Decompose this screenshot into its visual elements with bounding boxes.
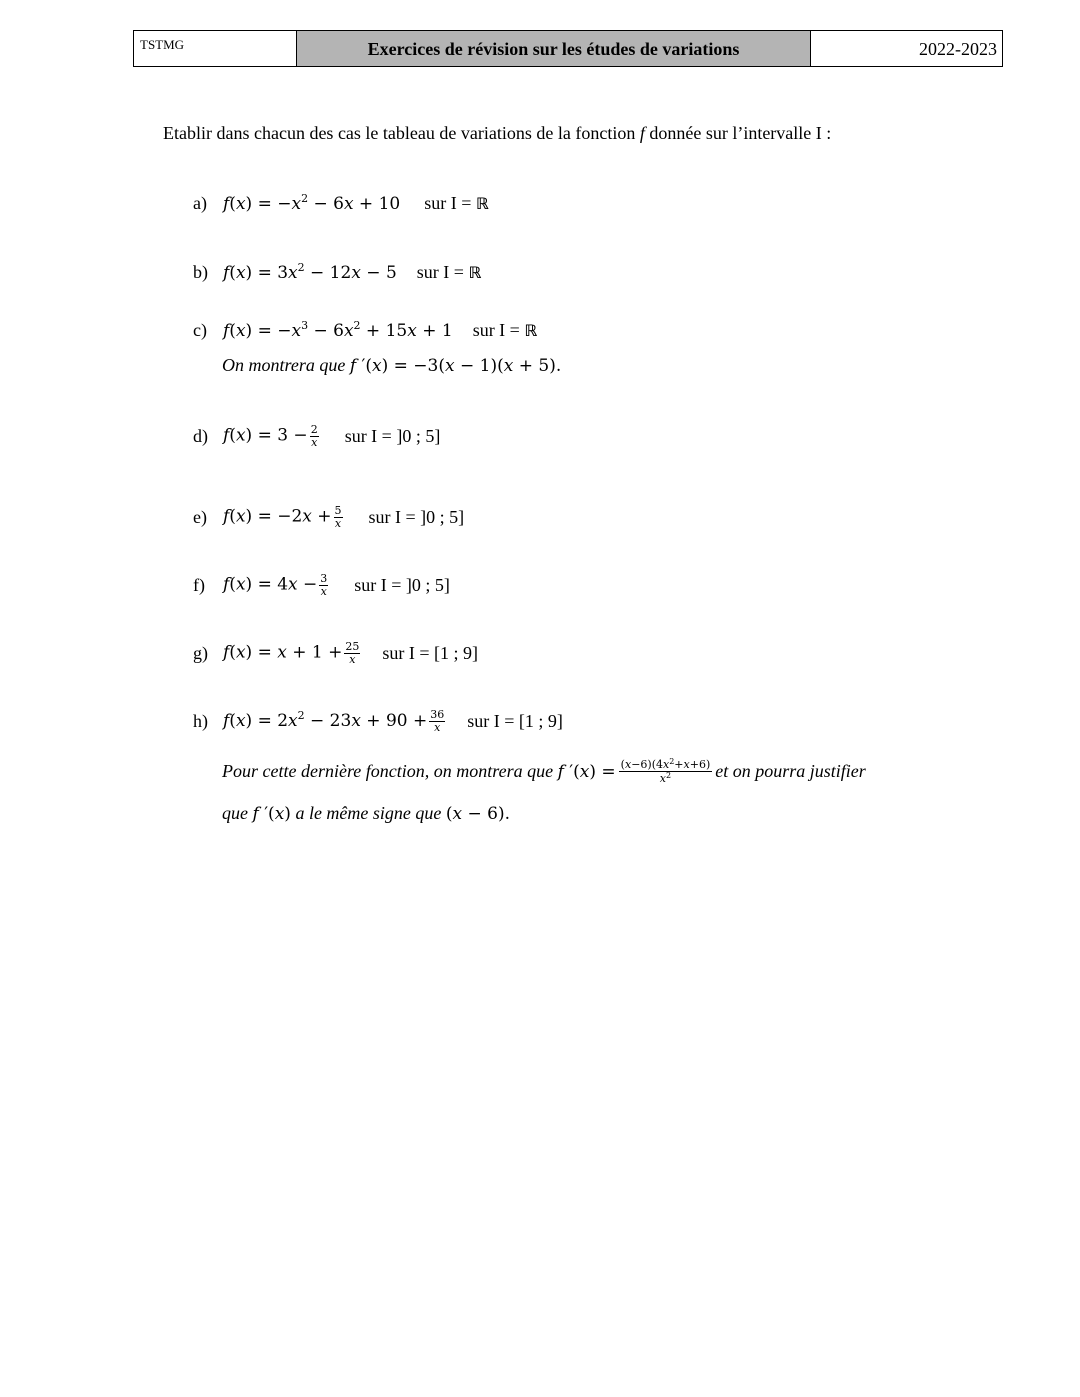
- exercise-interval: sur I = ℝ: [424, 192, 489, 213]
- exercise-interval: sur I = ℝ: [416, 261, 482, 282]
- exercise-label: f): [193, 574, 205, 595]
- exercise-label: a): [193, 192, 207, 213]
- exercise-label: g): [193, 642, 208, 663]
- exercise-d: [193, 424, 440, 448]
- document-title: Exercices de révision sur les études de variations: [297, 31, 811, 66]
- exercise-interval: sur I = ]0 ; 5]: [354, 574, 450, 595]
- page-header: [133, 30, 1003, 67]
- exercise-expression: f(x) = 3 − $\frac{2}{x}$: [223, 423, 318, 449]
- exercise-label: d): [193, 425, 208, 446]
- exercise-a: [193, 192, 489, 214]
- exercise-interval: sur I = [1 ; 9]: [382, 642, 478, 663]
- exercise-expression: $f(x) = 2x^2 - 23x + 90$ + $\frac{36}{x}$: [223, 708, 445, 734]
- exercise-expression: f(x) = −2x + $\frac{5}{x}$: [223, 504, 342, 530]
- exercise-label: h): [193, 710, 208, 731]
- instructions: [163, 123, 831, 144]
- exercise-f: [193, 573, 450, 597]
- exercise-expression: f(x) = x + 1 + $\frac{25}{x}$: [223, 640, 360, 666]
- exercise-expression: $f(x) = 3x^2 - 12x - 5$: [223, 261, 397, 283]
- exercise-label: e): [193, 506, 207, 527]
- exercise-h-hint-line2: que f ′(x) a le même signe que (x − 6).: [222, 803, 511, 824]
- exercise-label: b): [193, 261, 208, 282]
- exercise-interval: sur I = [1 ; 9]: [467, 710, 563, 731]
- exercise-b: [193, 261, 481, 283]
- exercise-c: [193, 319, 537, 341]
- school-year: 2022-2023: [919, 39, 997, 59]
- exercise-g: [193, 641, 478, 665]
- class-label: TSTMG: [134, 31, 297, 66]
- exercise-h-hint: Pour cette dernière fonction, on montrera que f ′(x) = $\frac{(x-6)(4x^2+x+6)}{x^2}$ et on pourra justifier: [222, 757, 866, 786]
- exercise-interval: sur I = ]0 ; 5]: [344, 425, 441, 446]
- exercise-expression: $f(x) = -x^2 - 6x + 10$: [223, 192, 401, 214]
- exercise-expression: $f(x) = -x^3 - 6x^2 + 15x + 1$: [223, 319, 453, 341]
- exercise-expression: f(x) = 4x − $\frac{3}{x}$: [223, 572, 328, 598]
- exercise-e: [193, 505, 464, 529]
- instructions-text-end: donnée sur l’intervalle I :: [644, 123, 832, 143]
- exercise-interval: sur I = ℝ: [472, 319, 538, 340]
- exercise-label: c): [193, 319, 207, 340]
- instructions-text: Etablir dans chacun des cas le tableau de variations de la fonction: [163, 123, 640, 143]
- function-name: f: [639, 123, 645, 143]
- exercise-interval: sur I = ]0 ; 5]: [368, 506, 465, 527]
- exercise-c-hint: On montrera que f ′(x) = −3(x − 1)(x + 5).: [222, 355, 562, 376]
- exercise-h: [193, 709, 563, 734]
